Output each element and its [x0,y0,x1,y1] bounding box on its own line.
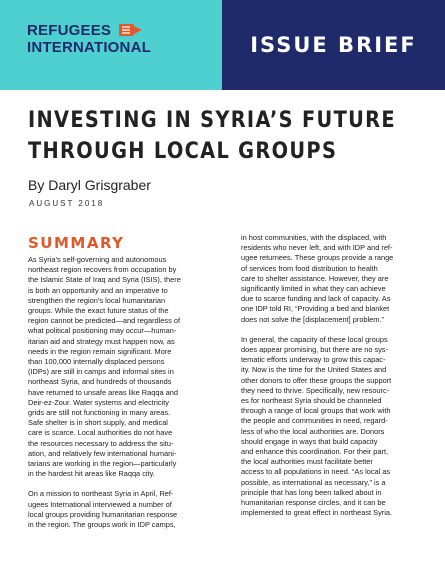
text-line: possible, as international as necessary,” is a [241,477,386,487]
author-byline: By Daryl Grisgraber [28,177,151,193]
text-line: does not solve the [displacement] problem.” [241,314,384,324]
text-line: local groups providing humanitarian response [28,509,178,519]
hand-arrow-icon [119,23,143,40]
doc-type-label: ISSUE BRIEF [250,33,417,57]
text-line: through a range of local groups that work with [241,406,391,416]
page-title [28,105,396,167]
text-line: ugees International interviewed a number of [28,499,172,509]
text-line: in the hardest hit areas like Raqqa city. [28,469,155,479]
title-line-2: THROUGH LOCAL GROUPS [28,139,338,164]
text-line: and enhance this coordination. For their part, [241,447,389,457]
text-line: the local authorities must facilitate better [241,457,373,467]
paragraph-3 [241,233,427,325]
text-line: northeast Syria, and hundreds of thousands [28,377,172,387]
text-line: humanitarian response circles, and it can be [241,498,386,508]
text-line: one IDP told RI, “Providing a bed and blanket [241,304,390,314]
text-line: tarians are working in the region—particularly [28,459,177,469]
text-line: access to all populations in need. “As local as [241,467,391,477]
text-line: residents who never left, and with IDP and ref- [241,243,393,253]
text-line: does appear promising, but there are no sys- [241,345,389,355]
text-line: In general, the capacity of these local groups [241,334,388,344]
text-line: care to shelter assistance. However, they are [241,273,389,283]
text-line: have returned to unsafe areas like Raqqa and [28,387,178,397]
org-logo [27,23,151,55]
text-line: less of who the local authorities are. Donors [241,426,385,436]
text-line: should engage in ways that build capacity [241,436,378,446]
text-line: they need to thrive. Specifically, new resourc- [241,385,390,395]
text-line: of services from food distribution to health [241,263,378,273]
text-line: ugee returnees. These groups provide a range [241,253,394,263]
text-line: in the region. The groups work in IDP camps, [28,520,176,530]
text-line: ation, and relatively few international humani- [28,448,177,458]
section-heading-summary: SUMMARY [28,234,125,252]
text-line: itarian aid and strategy must happen now, as [28,336,175,346]
text-line: due to scarce funding and lack of capacity. As [241,294,391,304]
text-line: Safe shelter is in short supply, and medical [28,418,168,428]
publication-date: AUGUST 2018 [29,199,105,208]
paragraph-spacer [28,479,224,489]
text-line: needs in the region remain significant. More [28,346,172,356]
text-line: is both an opportunity and an imperative to [28,285,168,295]
logo-text-line1: REFUGEES [27,22,112,39]
text-line: than 100,000 internally displaced persons [28,357,165,367]
text-line: implemented to great effect in northeast Syria. [241,508,393,518]
paragraph-spacer [241,325,427,335]
text-line: On a mission to northeast Syria in April, Ref- [28,489,174,499]
text-line: As Syria’s self-governing and autonomous [28,255,167,264]
text-line: grids are still not functioning in many areas. [28,408,171,418]
text-line: (IDPs) are still in camps and informal sites in [28,367,174,377]
text-line: tematic efforts underway to grow this capac- [241,355,386,365]
text-line: the resources necessary to address the situ- [28,438,174,448]
text-line: what political positioning may occur—human- [28,326,177,336]
text-line: northeast region recovers from occupation by [28,265,177,275]
paragraph-2 [28,489,224,530]
text-line: in host communities, with the displaced, with [241,233,387,242]
text-line: es for northeast Syria should be channeled [241,396,382,406]
text-line: principle that has long been talked about in [241,487,382,497]
text-line: other donors to offer these groups the support [241,375,392,385]
text-line: strengthen the region’s local humanitarian [28,295,166,305]
text-column-left [28,255,224,530]
text-line: groups. While the exact future status of the [28,306,169,316]
text-line: significantly limited in what they can achieve [241,284,386,294]
paragraph-1 [28,255,224,479]
text-line: the Islamic State of Iraq and Syria (ISIS), there [28,275,181,285]
text-line: region cannot be predicted—and regardless of [28,316,181,326]
logo-text-line2: INTERNATIONAL [27,39,151,56]
text-line: ity. Now is the time for the United States and [241,365,387,375]
text-line: care is scarce. Local authorities do not have [28,428,173,438]
text-line: the people and communities in need, regard- [241,416,388,426]
title-line-1: INVESTING IN SYRIA’S FUTURE [28,108,396,133]
paragraph-4 [241,335,427,519]
text-column-right [241,233,427,518]
text-line: Deir-ez-Zour. Water systems and electricity [28,397,170,407]
